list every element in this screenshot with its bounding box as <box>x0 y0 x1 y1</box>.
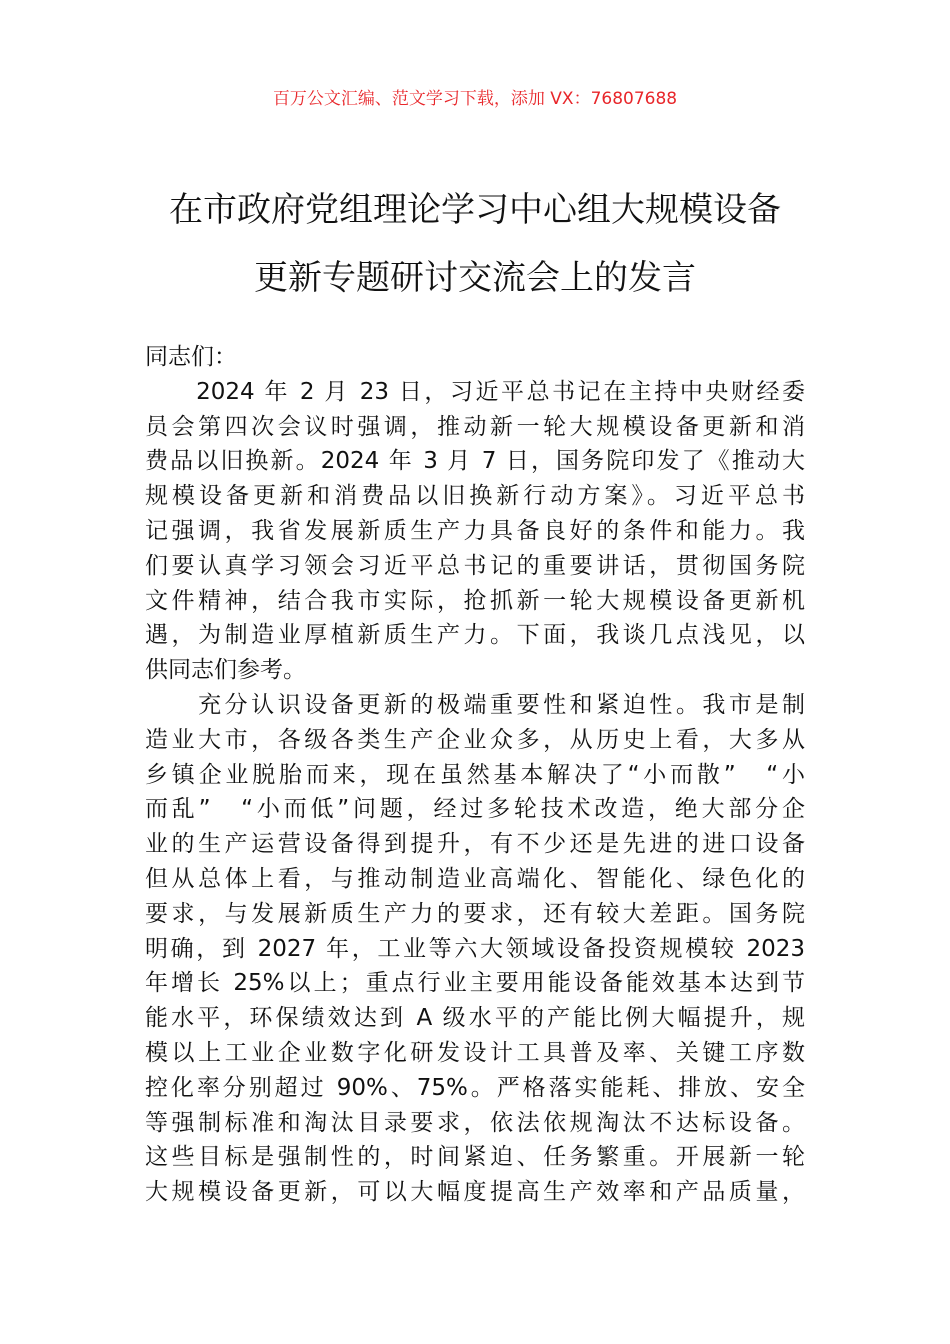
text-line: 遇，为制造业厚植新质生产力。下面，我谈几点浅见，以 <box>145 622 805 649</box>
text-line: 等强制标准和淘汰目录要求，依法依规淘汰不达标设备。 <box>145 1109 805 1136</box>
text-line: 费品以旧换新。2024 年 3 月 7 日，国务院印发了《推动大 <box>145 448 805 475</box>
text-line: 要求，与发展新质生产力的要求，还有较大差距。国务院 <box>145 900 805 927</box>
text-line: 这些目标是强制性的，时间紧迫、任务繁重。开展新一轮 <box>145 1144 805 1171</box>
text-line: 明确，到 2027 年，工业等六大领域设备投资规模较 2023 <box>145 935 805 962</box>
paragraph-1 <box>145 375 805 688</box>
text-line: 2024 年 2 月 23 日，习近平总书记在主持中央财经委 <box>145 378 805 405</box>
text-line: 们要认真学习领会习近平总书记的重要讲话，贯彻国务院 <box>145 552 805 579</box>
text-line: 模以上工业企业数字化研发设计工具普及率、关键工序数 <box>145 1039 805 1066</box>
text-line: 规模设备更新和消费品以旧换新行动方案》。习近平总书 <box>145 483 805 510</box>
text-line: 造业大市，各级各类生产企业众多，从历史上看，大多从 <box>145 726 805 753</box>
text-line: 而乱” “小而低”问题，经过多轮技术改造，绝大部分企 <box>145 796 805 823</box>
text-line: 业的生产运营设备得到提升，有不少还是先进的进口设备 <box>145 831 805 858</box>
document-title <box>0 176 950 312</box>
title-line: 在市政府党组理论学习中心组大规模设备 <box>169 190 781 230</box>
text-line: 大规模设备更新，可以大幅度提高生产效率和产品质量， <box>145 1179 805 1206</box>
salutation: 同志们： <box>145 344 237 370</box>
text-line: 乡镇企业脱胎而来，现在虽然基本解决了“小而散” “小 <box>145 761 805 788</box>
text-line: 员会第四次会议时强调，推动新一轮大规模设备更新和消 <box>145 413 805 440</box>
title-line: 更新专题研讨交流会上的发言 <box>254 258 696 298</box>
text-line: 供同志们参考。 <box>145 657 306 684</box>
text-line: 能水平，环保绩效达到 A 级水平的产能比例大幅提升，规 <box>145 1005 805 1032</box>
text-line: 文件精神，结合我市实际，抢抓新一轮大规模设备更新机 <box>145 587 805 614</box>
text-line: 充分认识设备更新的极端重要性和紧迫性。我市是制 <box>145 691 805 718</box>
text-line: 控化率分别超过 90%、75%。严格落实能耗、排放、安全 <box>145 1074 805 1101</box>
text-line: 但从总体上看，与推动制造业高端化、智能化、绿色化的 <box>145 865 805 892</box>
text-line: 年增长 25%以上；重点行业主要用能设备能效基本达到节 <box>145 970 805 997</box>
text-line: 记强调，我省发展新质生产力具备良好的条件和能力。我 <box>145 517 805 544</box>
watermark-header: 百万公文汇编、范文学习下载，添加 VX：76807688 <box>272 89 678 109</box>
paragraph-2 <box>145 688 805 1210</box>
document-body <box>145 340 805 1210</box>
